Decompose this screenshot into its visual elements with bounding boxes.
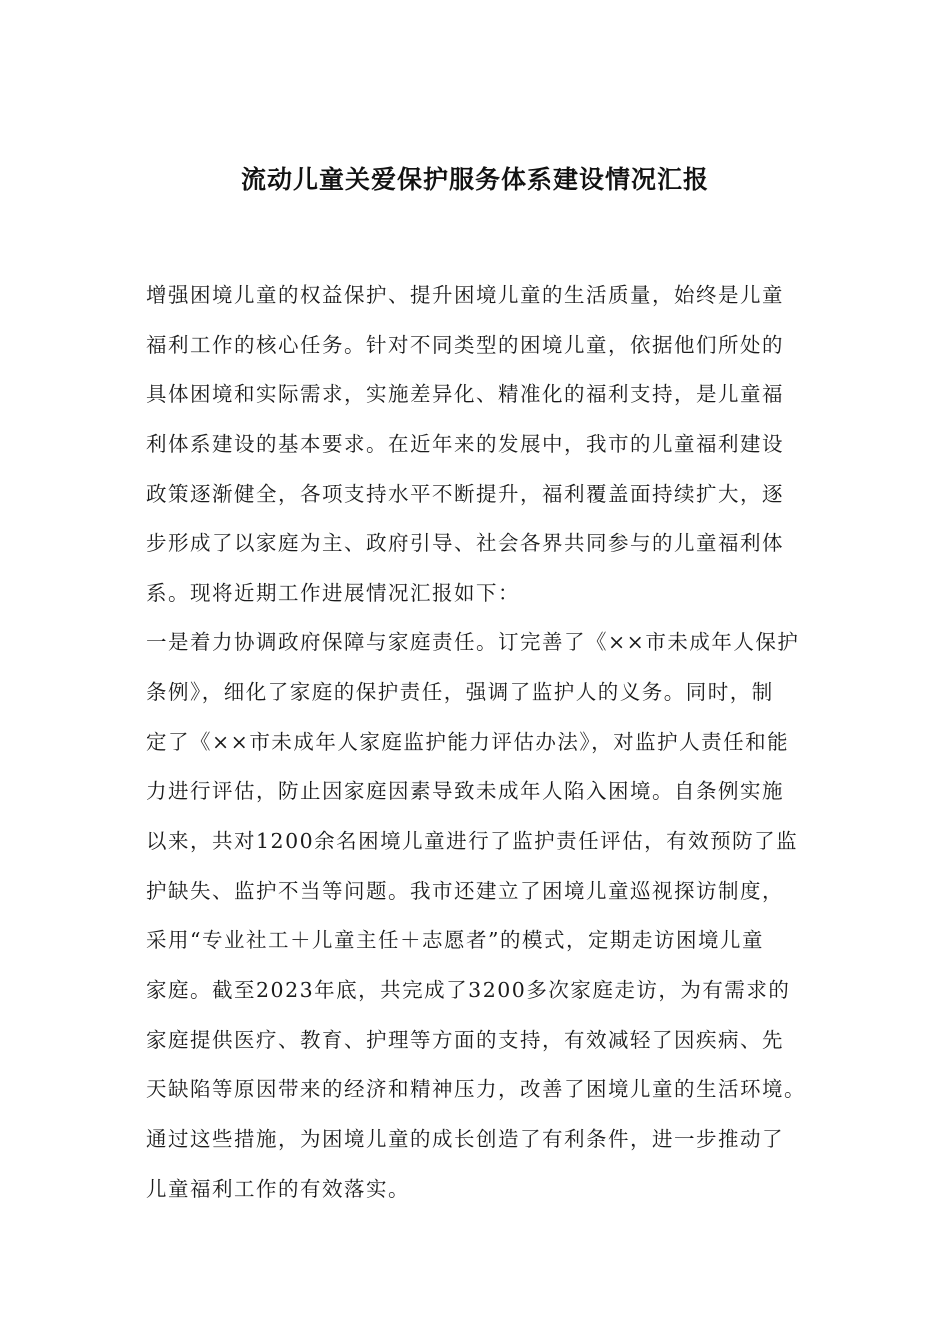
- paragraph-line: 增强困境儿童的权益保护、提升困境儿童的生活质量，始终是儿童: [146, 283, 784, 307]
- paragraph-line: 以来，共对1200余名困境儿童进行了监护责任评估，有效预防了监: [146, 829, 799, 853]
- paragraph-line: 力进行评估，防止因家庭因素导致未成年人陷入困境。自条例实施: [146, 779, 784, 803]
- paragraph-line: 利体系建设的基本要求。在近年来的发展中，我市的儿童福利建设: [146, 432, 784, 456]
- paragraph-line: 一是着力协调政府保障与家庭责任。订完善了《××市未成年人保护: [146, 630, 800, 654]
- paragraph-line: 条例》，细化了家庭的保护责任，强调了监护人的义务。同时，制: [146, 680, 774, 704]
- paragraph-line: 定了《××市未成年人家庭监护能力评估办法》，对监护人责任和能: [146, 730, 790, 754]
- paragraph-line: 步形成了以家庭为主、政府引导、社会各界共同参与的儿童福利体: [146, 531, 784, 555]
- paragraph-line: 家庭提供医疗、教育、护理等方面的支持，有效减轻了因疾病、先: [146, 1028, 784, 1052]
- paragraph-line: 采用“专业社工＋儿童主任＋志愿者”的模式，定期走访困境儿童: [146, 928, 764, 952]
- paragraph-line: 政策逐渐健全，各项支持水平不断提升，福利覆盖面持续扩大，逐: [146, 482, 784, 506]
- paragraph-line: 家庭。截至2023年底，共完成了3200多次家庭走访，为有需求的: [146, 978, 791, 1002]
- paragraph-line: 系。现将近期工作进展情况汇报如下：: [146, 581, 520, 605]
- paragraph-line: 具体困境和实际需求，实施差异化、精准化的福利支持，是儿童福: [146, 382, 784, 406]
- page-title: 流动儿童关爱保护服务体系建设情况汇报: [240, 165, 709, 194]
- paragraph-line: 通过这些措施，为困境儿童的成长创造了有利条件，进一步推动了: [146, 1127, 784, 1151]
- paragraph-line: 护缺失、监护不当等问题。我市还建立了困境儿童巡视探访制度，: [146, 879, 784, 903]
- paragraph-line: 福利工作的核心任务。针对不同类型的困境儿童，依据他们所处的: [146, 333, 784, 357]
- paragraph-line: 天缺陷等原因带来的经济和精神压力，改善了困境儿童的生活环境。: [146, 1077, 806, 1101]
- paragraph-line: 儿童福利工作的有效落实。: [146, 1177, 410, 1201]
